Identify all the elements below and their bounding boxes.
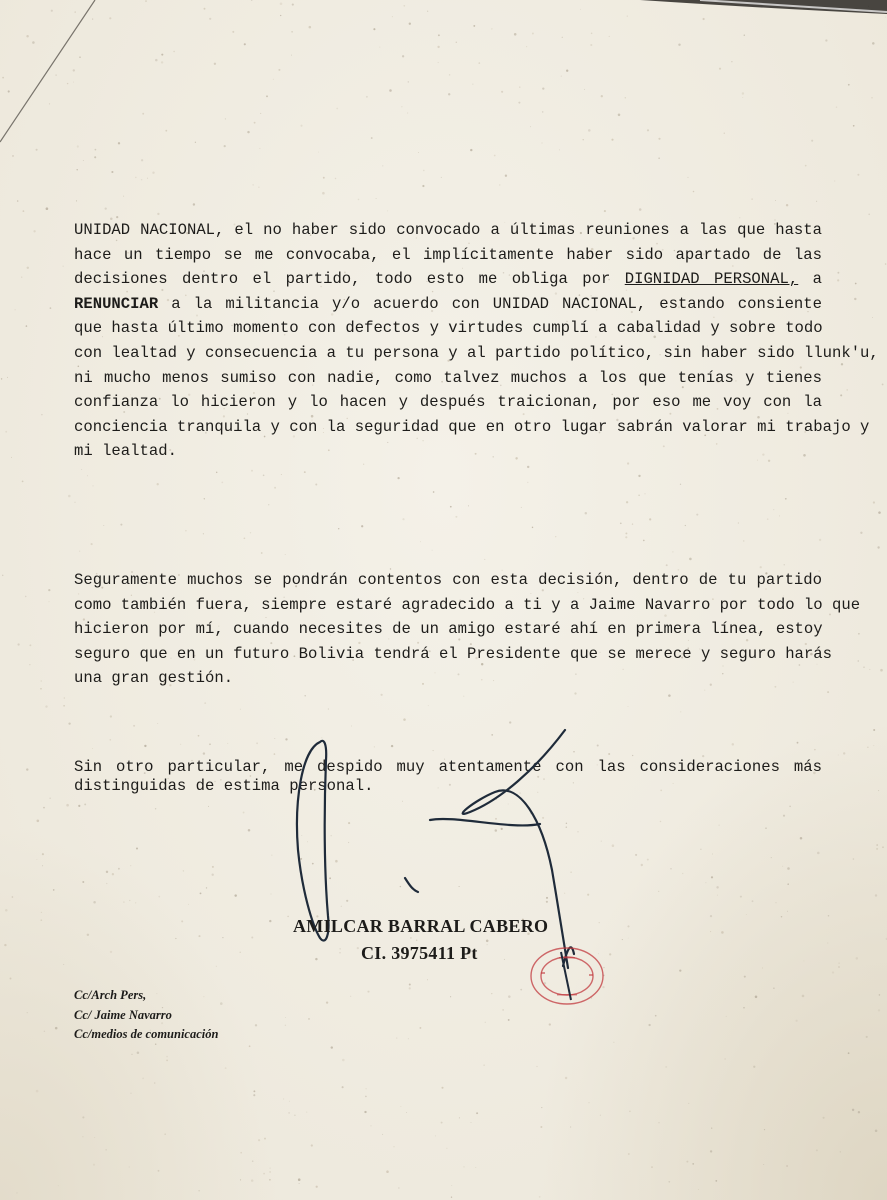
text-line: mi lealtad. xyxy=(74,442,177,461)
text-line: confianza lo hicieron y lo hacen y después traicionan, por eso me voy con la xyxy=(74,393,822,412)
cc-entry: Cc/medios de comunicación xyxy=(74,1027,219,1041)
emphasis-renunciar: RENUNCIAR xyxy=(74,294,159,313)
signer-id-number: CI. 3975411 Pt xyxy=(361,943,478,963)
text-line: que hasta último momento con defectos y virtudes cumplí a cabalidad y sobre todo xyxy=(74,319,823,338)
text-line: UNIDAD NACIONAL, el no haber sido convocado a últimas reuniones a las que hasta xyxy=(74,221,822,239)
paragraph-resignation xyxy=(74,218,879,464)
text-line xyxy=(74,292,822,317)
cc-entry: Cc/ Jaime Navarro xyxy=(74,1007,172,1022)
text-line: una gran gestión. xyxy=(74,669,234,688)
emphasis-dignidad-personal: DIGNIDAD PERSONAL, xyxy=(624,270,799,289)
signer-name: AMILCAR BARRAL CABERO xyxy=(293,916,549,936)
text-fragment: decisiones dentro el partido, todo esto me obliga por xyxy=(74,270,611,289)
text-line: conciencia tranquila y con la seguridad que en otro lugar sabrán valorar mi trabajo y xyxy=(74,417,870,436)
text-line: como también fuera, siempre estaré agradecido a ti y a Jaime Navarro por todo lo que xyxy=(74,595,861,614)
text-line: hace un tiempo se me convocaba, el implícitamente haber sido apartado de las xyxy=(74,245,822,264)
text-line: distinguidas de estima personal. xyxy=(74,777,374,795)
cc-entry: Cc/Arch Pers, xyxy=(74,988,147,1002)
paragraph-gratitude xyxy=(74,568,861,691)
text-line: Seguramente muchos se pondrán contentos con esta decisión, dentro de tu partido xyxy=(74,571,822,589)
text-line: hicieron por mí, cuando necesites de un amigo estaré ahí en primera línea, estoy xyxy=(74,620,823,639)
text-line: con lealtad y consecuencia a tu persona y al partido político, sin haber sido llunk'u, xyxy=(74,343,879,362)
text-line: ni mucho menos sumiso con nadie, como talvez muchos a los que tenías y tienes xyxy=(74,368,822,387)
text-line: seguro que en un futuro Bolivia tendrá el Presidente que se merece y seguro harás xyxy=(74,644,832,663)
text-line xyxy=(74,267,822,292)
official-seal-stamp xyxy=(527,944,607,1008)
text-fragment: a la militancia y/o acuerdo con UNIDAD NACIONAL, estando consiente xyxy=(171,294,822,313)
handwritten-signature xyxy=(280,720,600,980)
text-line: Sin otro particular, me despido muy atentamente con las consideraciones más xyxy=(74,758,822,776)
carbon-copy-list xyxy=(74,986,218,1045)
text-fragment: a xyxy=(812,270,822,289)
